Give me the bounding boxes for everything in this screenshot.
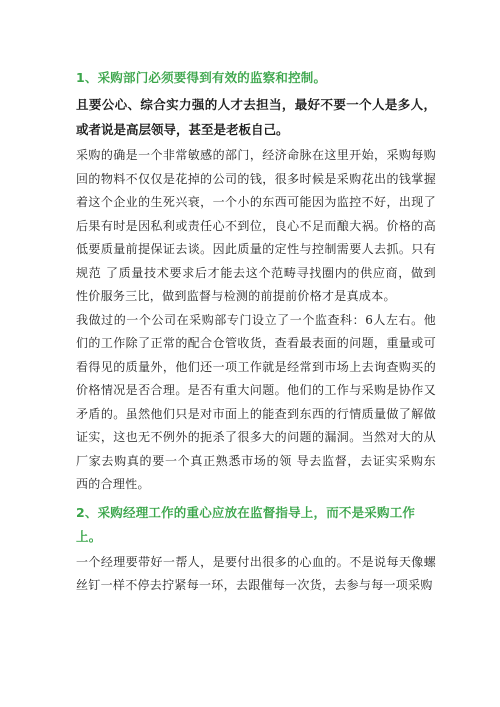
document-body [76,66,436,598]
section-1-heading: 1、采购部门必须要得到有效的监察和控制。 [76,70,327,85]
section-2-heading: 2、采购经理工作的重心应放在监督指导上，而不是采购工作上。 [76,504,416,544]
section-2-paragraph-1: 一个经理要带好一帮人，是要付出很多的心血的。不是说每天像螺丝钉一样不停去拧紧每一环，去跟催每一次货，去参与每一项采购 [76,554,436,592]
section-1-lead: 且要公心、综合实力强的人才去担当，最好不要一个人是多人，或者说是高层领导，甚至是老板自己。 [76,97,436,137]
section-1-paragraph-1: 采购的确是一个非常敏感的部门，经济命脉在这里开始，采购每购回的物料不仅仅是花掉的公司的钱，很多时候是采购花出的钱掌握着这个企业的生死兴衰，一个小的东西可能因为监控不好，出现了后果有时是因私利或责任心不到位，良心不足而酿大祸。价格的高低要质量前提保证去谈。因此质量的定性与控制需要人去抓。只有规范 了质量技术要求后才能去这个范畴寻找圈内的供应商，做到性价服务三比，做到监督与检测的前提前价格才是真成本。 [76,148,436,303]
section-1-paragraph-2: 我做过的一个公司在采购部专门设立了一个监查科：6人左右。他们的工作除了正常的配合仓管收货，查看最表面的问题，重量或可看得见的质量外，他们还一项工作就是经常到市场上去询查购买的价格情况是否合理。是否有重大问题。他们的工作与采购是协作又矛盾的。虽然他们只是对市面上的能查到东西的行情质量做了解做证实，这也无不例外的扼杀了很多大的问题的漏洞。当然对大的从厂家去购真的要一个真正熟悉市场的领 导去监督，去证实采购东西的合理性。 [76,312,436,491]
